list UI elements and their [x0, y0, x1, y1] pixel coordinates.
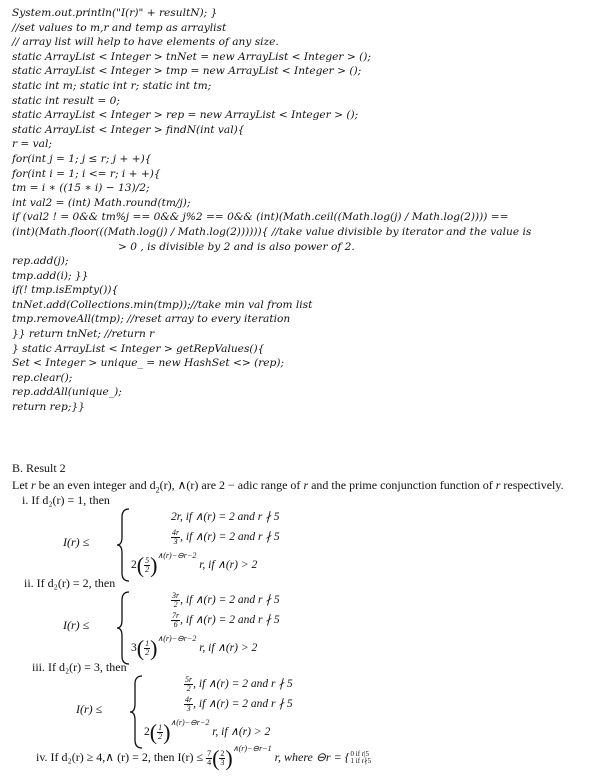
- code-line: // array list will help to have elements of any size.: [12, 36, 279, 49]
- code-line: Set < Integer > unique_ = new HashSet <> (rep);: [12, 357, 285, 370]
- row-condition: r, if ∧(r) > 2: [209, 726, 271, 738]
- intro-text-a: Let: [12, 478, 31, 492]
- intro-var-r2: r: [303, 478, 309, 492]
- section-heading: B. Result 2: [12, 461, 66, 475]
- row-fraction: $\frac{4r}{3}$: [172, 528, 180, 546]
- code-line: } static ArrayList < Integer > getRepValues(){: [12, 342, 265, 355]
- case-row: 3( $\frac{1}{2}$ )$^{\wedge(r)-⊖r-2}$ r, if ∧(r) > 2: [131, 634, 258, 661]
- row-fraction: $\frac{7r}{6}$: [172, 611, 180, 629]
- section-intro: [12, 478, 564, 494]
- code-line: for(int i = 1; i <= r; i + +){: [12, 167, 161, 180]
- row-coef: 2: [144, 726, 150, 738]
- case-iv-base: $\frac{2}{3}$: [220, 748, 225, 767]
- lhs-inequality: I(r) ≤: [63, 618, 90, 632]
- row-exponent: ∧(r)−⊖r−2: [157, 634, 197, 643]
- case-row: [184, 696, 293, 713]
- intro-text-e: respectively.: [500, 478, 564, 492]
- row-base: $\frac{1}{2}$: [158, 722, 163, 741]
- code-line: static int result = 0;: [12, 94, 120, 107]
- row-exponent: ∧(r)−⊖r−2: [157, 551, 197, 560]
- code-line: (int)(Math.floor(((Math.log(j) / Math.log(2)))))){ //take value divisible by iterator and the value is: [12, 225, 532, 238]
- row-condition: , if ∧(r) = 2 and r ∤ 5: [180, 594, 280, 607]
- intro-sub: 2: [155, 485, 160, 495]
- code-line: if(! tmp.isEmpty()){: [12, 284, 119, 297]
- row-fraction: $\frac{4r}{3}$: [185, 695, 193, 713]
- case-row: [171, 509, 280, 523]
- code-line: rep.addAll(unique_);: [12, 386, 122, 399]
- case-row: 2( $\frac{5}{2}$ )$^{\wedge(r)-⊖r-2}$ r, if ∧(r) > 2: [131, 551, 258, 578]
- row-condition: , if ∧(r) = 2 and r ∤ 5: [193, 678, 293, 691]
- code-line: System.out.println("I(r)" + resultN); }: [12, 7, 218, 19]
- case-label: ii. If d₂(r) = 2, then: [24, 576, 116, 590]
- code-line: tnNet.add(Collections.min(tmp));//take min val from list: [12, 298, 313, 311]
- code-line: > 0 , is divisible by 2 and is also power of 2.: [118, 240, 355, 253]
- code-line: rep.add(j);: [12, 255, 69, 268]
- intro-var-r: r: [31, 478, 36, 492]
- row-condition: if ∧(r) = 2 and r ∤ 5: [182, 511, 280, 523]
- code-line: tmp.add(i); }}: [12, 269, 89, 282]
- row-base: $\frac{5}{2}$: [145, 555, 150, 574]
- code-line: r = val;: [12, 138, 52, 151]
- code-line: static ArrayList < Integer > findN(int val){: [12, 123, 245, 136]
- code-line: for(int j = 1; j ≤ r; j + +){: [12, 152, 152, 165]
- case-iv: iv. If d₂(r) ≥ 4,∧ (r) = 2, then I(r) ≤ $\frac{7}{4}$ ( $\frac{2}{3}$ )$^{\wedge(r)-⊖r-1}$ r, where ⊖r = { 0 if r|5 1 if r∤5: [36, 744, 372, 771]
- code-line: static ArrayList < Integer > tnNet = new ArrayList < Integer > ();: [12, 50, 371, 63]
- code-line: }} return tnNet; //return r: [12, 328, 155, 341]
- case-row: [171, 612, 280, 629]
- row-condition: , if ∧(r) = 2 and r ∤ 5: [180, 531, 280, 544]
- code-line: int val2 = (int) Math.round(tm/j);: [12, 196, 191, 209]
- code-line: static int m; static int r; static int tm;: [12, 79, 212, 92]
- row-fraction: $\frac{5r}{2}$: [185, 675, 193, 693]
- intro-text-c: (r), ∧(r) are 2 − adic range of: [159, 478, 304, 492]
- row-coef: 3: [131, 642, 137, 654]
- code-listing: [12, 6, 607, 415]
- intro-text-b: be an even integer and d: [35, 478, 156, 492]
- lhs-inequality: I(r) ≤: [76, 702, 103, 716]
- code-line: static ArrayList < Integer > tmp = new ArrayList < Integer > ();: [12, 65, 362, 78]
- row-condition: r, if ∧(r) > 2: [196, 559, 258, 571]
- case-iv-where: r, where ⊖r = {: [271, 750, 350, 764]
- intro-var-r3: r: [495, 478, 501, 492]
- row-base: $\frac{1}{2}$: [145, 638, 150, 657]
- case-row: [171, 592, 280, 609]
- case-row: [184, 676, 293, 693]
- row-exponent: ∧(r)−⊖r−2: [170, 718, 210, 727]
- row-condition: r, if ∧(r) > 2: [196, 642, 258, 654]
- case-iv-coef: $\frac{7}{4}$: [207, 748, 212, 767]
- code-line: if (val2 ! = 0&& tm%j == 0&& j%2 == 0&& (int)(Math.ceil((Math.log(j) / Math.log(2)))) ==: [12, 211, 509, 224]
- code-line: //set values to m,r and temp as arraylist: [12, 21, 227, 34]
- case-label: i. If d₂(r) = 1, then: [22, 493, 110, 507]
- code-line: tmp.removeAll(tmp); //reset array to every iteration: [12, 313, 291, 326]
- row-condition: , if ∧(r) = 2 and r ∤ 5: [180, 614, 280, 627]
- case-iv-exponent: ∧(r)−⊖r−1: [232, 744, 272, 753]
- code-line: return rep;}}: [12, 401, 85, 414]
- lhs-inequality: I(r) ≤: [63, 535, 90, 549]
- case-iv-text: iv. If d₂(r) ≥ 4,∧ (r) = 2, then I(r) ≤: [36, 750, 204, 764]
- code-line: tm = i ∗ ((15 ∗ i) − 13)/2;: [12, 182, 150, 195]
- row-condition: , if ∧(r) = 2 and r ∤ 5: [193, 698, 293, 711]
- code-line: static ArrayList < Integer > rep = new ArrayList < Integer > ();: [12, 109, 359, 122]
- row-coef: 2: [131, 559, 137, 571]
- case-row: [171, 529, 280, 546]
- case-label: iii. If d₂(r) = 3, then: [32, 660, 127, 674]
- intro-text-d: and the prime conjunction function of: [308, 478, 496, 492]
- code-line: rep.clear();: [12, 371, 73, 384]
- row-term: 2r,: [171, 511, 183, 523]
- row-fraction: $\frac{3r}{2}$: [172, 591, 180, 609]
- theta-def: 0 if r|5 1 if r∤5: [350, 750, 372, 766]
- case-row: 2( $\frac{1}{2}$ )$^{\wedge(r)-⊖r-2}$ r, if ∧(r) > 2: [144, 718, 271, 745]
